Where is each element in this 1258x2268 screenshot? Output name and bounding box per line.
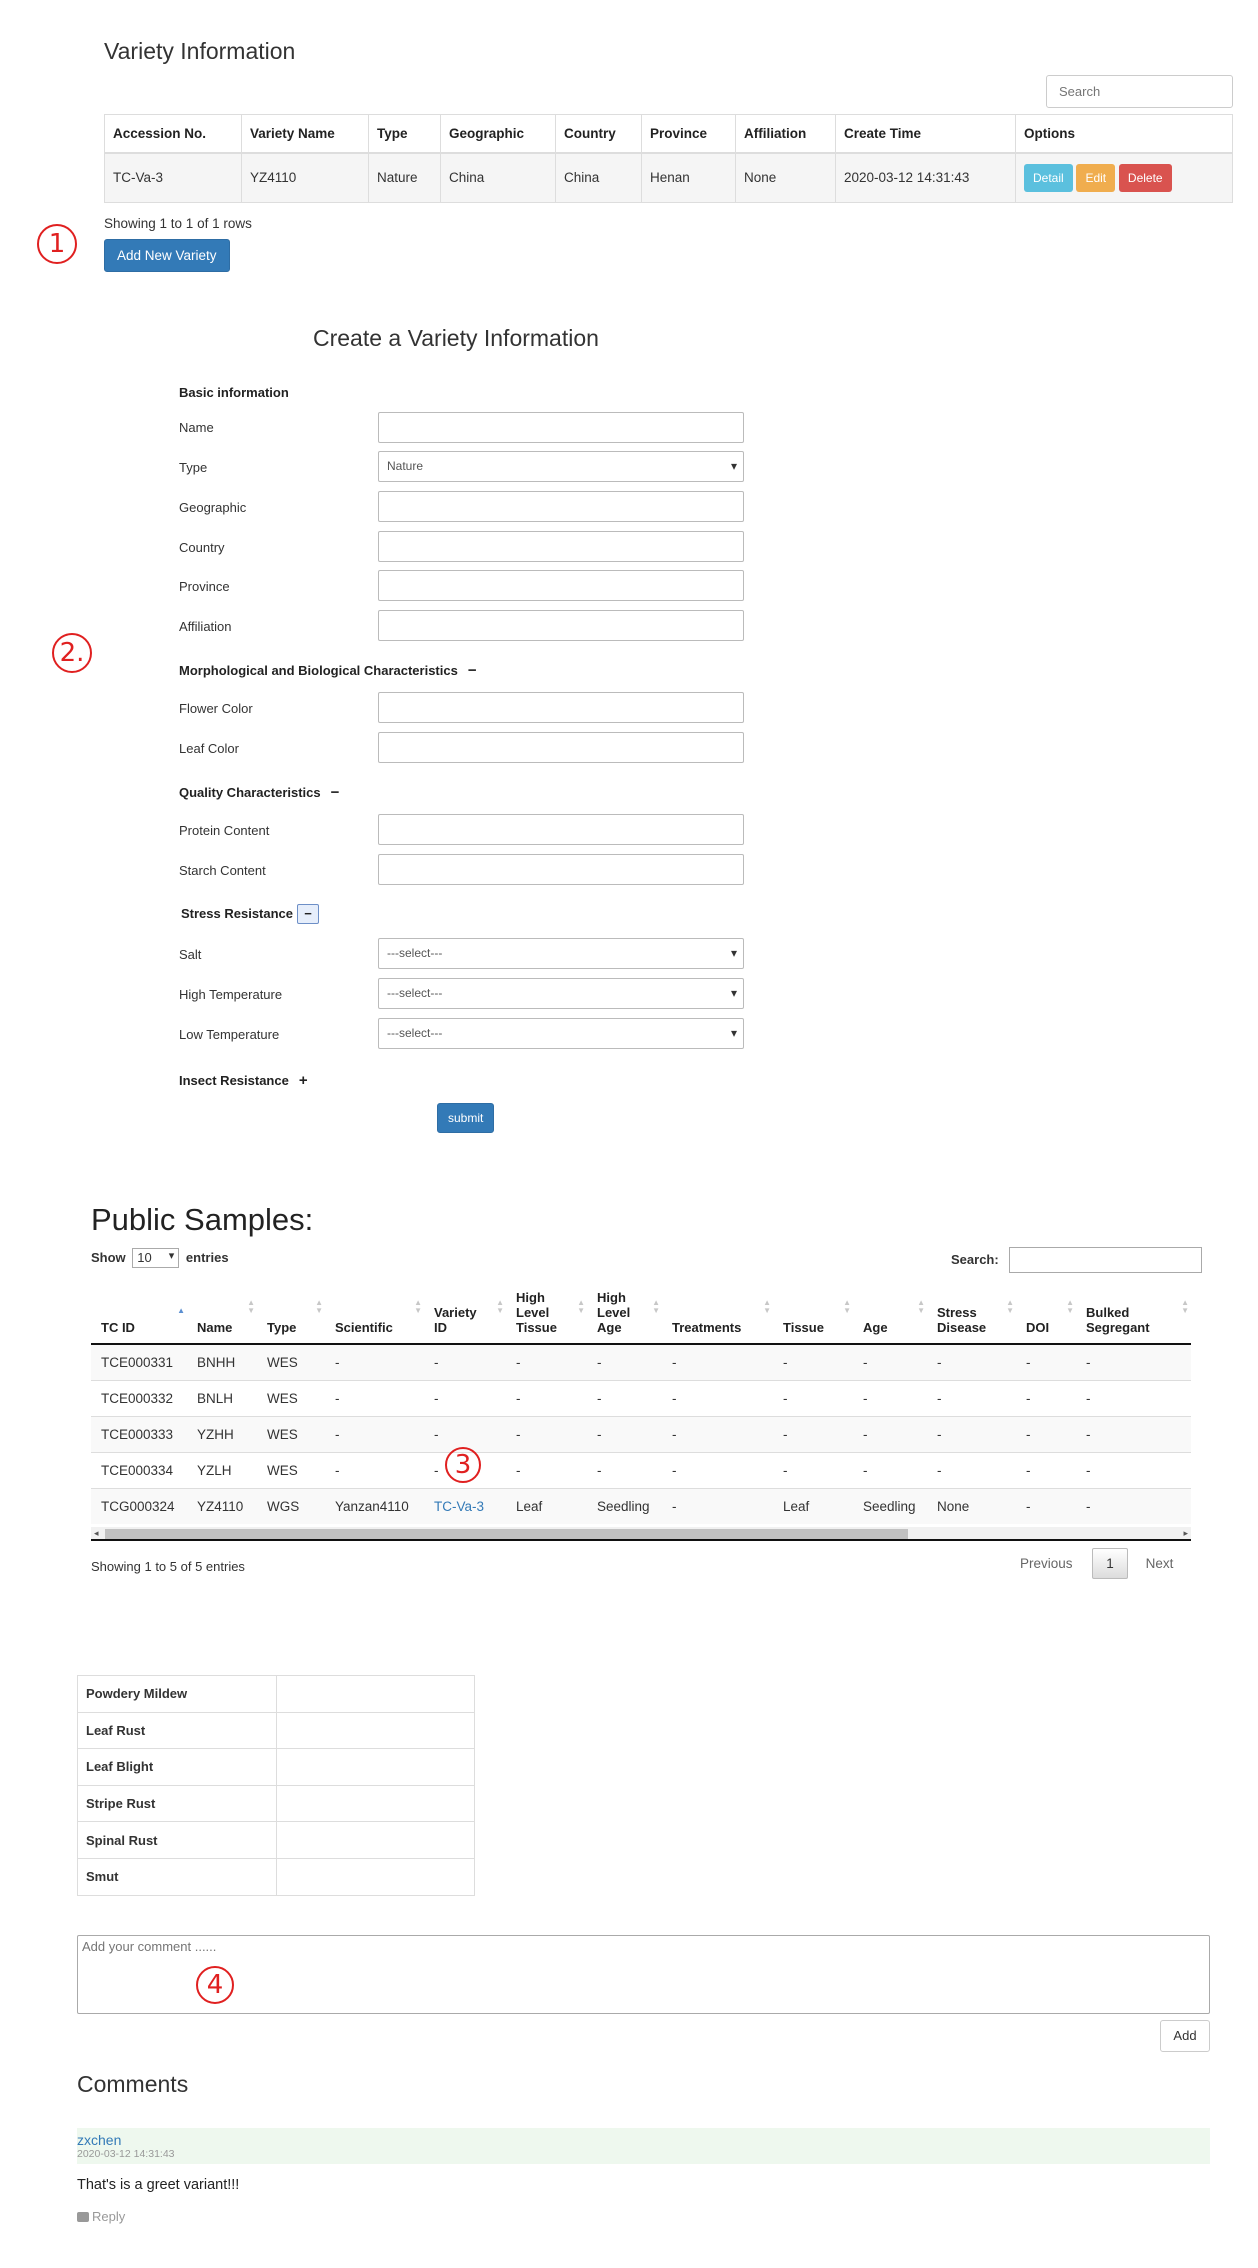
reply-label: Reply	[92, 2209, 126, 2224]
table-cell	[587, 1452, 662, 1488]
table-cell	[853, 1344, 927, 1380]
table-cell	[1016, 1344, 1076, 1380]
disease-value	[277, 1858, 475, 1895]
cell-value: -	[672, 1462, 677, 1478]
cell-value: -	[783, 1390, 788, 1406]
table-cell	[257, 1488, 325, 1524]
annotation-marker-1: 1	[37, 224, 77, 264]
protein-label: Protein Content	[179, 823, 270, 838]
disease-row	[78, 1858, 475, 1895]
annotation-marker-4: 4	[196, 1966, 234, 2004]
annotation-marker-2: 2.	[52, 633, 92, 673]
disease-row	[78, 1712, 475, 1749]
collapse-morph-icon[interactable]: −	[467, 662, 477, 679]
cell-value: TCE000332	[101, 1390, 174, 1406]
cell-value: -	[863, 1354, 868, 1370]
col-variety-name[interactable]: Variety Name	[242, 115, 369, 153]
table-cell	[325, 1380, 424, 1416]
samples-horizontal-scrollbar[interactable]	[91, 1527, 1191, 1541]
col-doi[interactable]	[1016, 1260, 1076, 1344]
form-title: Create a Variety Information	[313, 325, 599, 351]
cell-value: Seedling	[863, 1498, 916, 1514]
samples-search-label: Search:	[951, 1252, 999, 1267]
sort-icon: ▲ ▼	[763, 1298, 771, 1315]
expand-insect-icon[interactable]: +	[298, 1072, 308, 1089]
cell-value: -	[863, 1390, 868, 1406]
samples-table-header	[91, 1260, 1191, 1344]
disease-value	[277, 1712, 475, 1749]
table-cell	[257, 1344, 325, 1380]
salt-label: Salt	[179, 947, 202, 962]
cell-value: -	[434, 1462, 439, 1478]
col-tissue[interactable]	[773, 1260, 853, 1344]
cell-province: Henan	[642, 153, 736, 203]
geographic-label: Geographic	[179, 500, 247, 515]
cell-value: Yanzan4110	[335, 1498, 409, 1514]
scroll-left-icon[interactable]: ◂	[94, 1528, 99, 1538]
high-temp-label: High Temperature	[179, 987, 283, 1002]
col-bulked-segregant-label: Bulked Segregant	[1086, 1305, 1150, 1335]
cell-value: Leaf	[783, 1498, 810, 1514]
cell-value: -	[597, 1426, 602, 1442]
col-geographic[interactable]: Geographic	[441, 115, 556, 153]
cell-value: -	[434, 1390, 439, 1406]
table-cell	[662, 1452, 773, 1488]
table-cell	[853, 1452, 927, 1488]
cell-create-time: 2020-03-12 14:31:43	[836, 153, 1016, 203]
cell-value: -	[335, 1354, 340, 1370]
table-cell	[187, 1452, 257, 1488]
stress-heading	[181, 904, 319, 924]
table-cell	[325, 1416, 424, 1452]
type-select[interactable]: Nature ▾	[378, 451, 744, 482]
flower-color-input[interactable]	[378, 692, 744, 723]
col-hl-age-label: High Level Age	[597, 1290, 631, 1335]
table-cell	[1016, 1380, 1076, 1416]
cell-value: -	[672, 1390, 677, 1406]
flower-color-label: Flower Color	[179, 701, 253, 716]
cell-value: -	[783, 1462, 788, 1478]
sort-icon: ▲ ▼	[247, 1298, 255, 1315]
table-row	[91, 1380, 1191, 1416]
page-1-button[interactable]: 1	[1092, 1548, 1128, 1579]
table-cell	[927, 1488, 1016, 1524]
comment-header	[77, 2128, 1210, 2164]
cell-value: -	[597, 1354, 602, 1370]
table-cell	[424, 1488, 506, 1524]
disease-row	[78, 1822, 475, 1859]
cell-value: -	[1026, 1390, 1031, 1406]
name-label: Name	[179, 420, 214, 435]
variety-table	[104, 114, 1233, 203]
detail-button[interactable]: Detail	[1024, 164, 1073, 192]
affiliation-input[interactable]	[378, 610, 744, 641]
submit-button[interactable]: submit	[437, 1103, 494, 1133]
table-cell	[91, 1380, 187, 1416]
cell-value: -	[937, 1462, 942, 1478]
cell-value: Leaf	[516, 1498, 543, 1514]
disease-value	[277, 1785, 475, 1822]
table-cell	[1076, 1344, 1191, 1380]
cell-value: -	[516, 1354, 521, 1370]
cell-affiliation: None	[736, 153, 836, 203]
reply-link[interactable]	[77, 2209, 125, 2224]
table-cell	[257, 1416, 325, 1452]
table-cell	[853, 1380, 927, 1416]
disease-value	[277, 1822, 475, 1859]
show-label: Show	[91, 1250, 126, 1265]
cell-options	[1016, 153, 1233, 203]
table-cell	[773, 1488, 853, 1524]
protein-input[interactable]	[378, 814, 744, 845]
table-cell	[187, 1344, 257, 1380]
cell-value: -	[783, 1354, 788, 1370]
col-tc-id[interactable]	[91, 1260, 187, 1344]
affiliation-label: Affiliation	[179, 619, 232, 634]
province-input[interactable]	[378, 570, 744, 601]
edit-button[interactable]: Edit	[1076, 164, 1115, 192]
cell-value: -	[937, 1354, 942, 1370]
insect-heading	[179, 1072, 308, 1089]
cell-value: YZLH	[197, 1462, 232, 1478]
table-cell	[853, 1416, 927, 1452]
col-create-time[interactable]: Create Time	[836, 115, 1016, 153]
cell-value: -	[672, 1354, 677, 1370]
collapse-quality-icon[interactable]: −	[330, 784, 340, 801]
samples-showing-text: Showing 1 to 5 of 5 entries	[91, 1559, 245, 1574]
cell-value: WES	[267, 1390, 298, 1406]
scrollbar-thumb[interactable]	[105, 1529, 908, 1539]
col-scientific[interactable]	[325, 1260, 424, 1344]
table-cell	[853, 1488, 927, 1524]
cell-value: -	[1086, 1354, 1091, 1370]
table-cell	[257, 1380, 325, 1416]
geographic-input[interactable]	[378, 491, 744, 522]
annotation-marker-3: 3	[445, 1447, 481, 1483]
col-country[interactable]: Country	[556, 115, 642, 153]
disease-row	[78, 1676, 475, 1713]
col-type[interactable]: Type	[369, 115, 441, 153]
insect-heading-text: Insect Resistance	[179, 1073, 289, 1088]
table-cell	[1016, 1452, 1076, 1488]
quality-heading-text: Quality Characteristics	[179, 785, 321, 800]
col-doi-label: DOI	[1026, 1320, 1050, 1335]
sort-icon: ▲ ▼	[414, 1298, 422, 1315]
cell-value: -	[672, 1498, 677, 1514]
col-hl-age[interactable]	[587, 1260, 662, 1344]
cell-value: -	[937, 1426, 942, 1442]
table-cell	[662, 1416, 773, 1452]
cell-value: -	[434, 1354, 439, 1370]
disease-name: Leaf Rust	[78, 1712, 277, 1749]
table-row	[91, 1416, 1191, 1452]
cell-value: -	[1086, 1390, 1091, 1406]
disease-table	[77, 1675, 475, 1896]
col-province[interactable]: Province	[642, 115, 736, 153]
leaf-color-label: Leaf Color	[179, 741, 239, 756]
entries-select-value: 10	[137, 1250, 152, 1265]
table-cell	[506, 1380, 587, 1416]
sort-icon: ▲ ▼	[843, 1298, 851, 1315]
public-samples-title: Public Samples:	[91, 1202, 314, 1237]
col-treatments[interactable]	[662, 1260, 773, 1344]
col-variety-id[interactable]	[424, 1260, 506, 1344]
table-cell	[1076, 1380, 1191, 1416]
scroll-right-icon[interactable]: ▸	[1183, 1528, 1188, 1538]
table-row	[91, 1344, 1191, 1380]
table-cell	[773, 1416, 853, 1452]
col-accession[interactable]: Accession No.	[105, 115, 242, 153]
cell-value: -	[1026, 1462, 1031, 1478]
entries-label: entries	[185, 1250, 229, 1265]
disease-name: Stripe Rust	[78, 1785, 277, 1822]
disease-name: Leaf Blight	[78, 1749, 277, 1786]
sort-icon: ▲ ▼	[315, 1298, 323, 1315]
cell-type: Nature	[369, 153, 441, 203]
sort-icon: ▲ ▼	[652, 1298, 660, 1315]
table-cell	[927, 1452, 1016, 1488]
cell-value: -	[1026, 1354, 1031, 1370]
cell-accession: TC-Va-3	[105, 153, 242, 203]
variety-showing-text: Showing 1 to 1 of 1 rows	[104, 216, 252, 231]
table-cell	[506, 1452, 587, 1488]
cell-value: BNLH	[197, 1390, 234, 1406]
cell-value: -	[1026, 1498, 1031, 1514]
cell-value: -	[516, 1390, 521, 1406]
table-cell	[773, 1344, 853, 1380]
previous-button[interactable]: Previous	[1020, 1556, 1073, 1571]
low-temp-label: Low Temperature	[179, 1027, 280, 1042]
table-cell	[91, 1452, 187, 1488]
samples-table	[91, 1260, 1191, 1524]
table-cell	[587, 1380, 662, 1416]
cell-value: TCG000324	[101, 1498, 175, 1514]
cell-value: TCE000334	[101, 1462, 174, 1478]
cell-value: None	[937, 1498, 970, 1514]
cell-value: -	[1026, 1426, 1031, 1442]
table-row	[105, 153, 1233, 203]
table-cell	[187, 1416, 257, 1452]
country-label: Country	[179, 540, 225, 555]
table-cell	[662, 1380, 773, 1416]
table-cell	[325, 1344, 424, 1380]
add-new-variety-button[interactable]: Add New Variety	[104, 239, 230, 272]
table-cell	[325, 1452, 424, 1488]
col-age-label: Age	[863, 1320, 888, 1335]
table-cell	[662, 1344, 773, 1380]
table-cell	[587, 1488, 662, 1524]
disease-name: Smut	[78, 1858, 277, 1895]
quality-heading	[179, 784, 339, 801]
cell-value: -	[335, 1390, 340, 1406]
cell-value: -	[335, 1426, 340, 1442]
morph-heading-text: Morphological and Biological Characteristics	[179, 663, 458, 678]
table-cell	[1076, 1452, 1191, 1488]
table-cell	[587, 1344, 662, 1380]
cell-value: -	[1086, 1426, 1091, 1442]
table-cell	[927, 1344, 1016, 1380]
table-cell	[587, 1416, 662, 1452]
table-cell	[506, 1488, 587, 1524]
chevron-down-icon: ▾	[168, 1250, 175, 1262]
cell-value: YZ4110	[197, 1498, 244, 1514]
starch-label: Starch Content	[179, 863, 266, 878]
variety-id-link[interactable]: TC-Va-3	[434, 1498, 485, 1514]
cell-value: TCE000331	[101, 1354, 174, 1370]
sort-icon: ▲ ▼	[1181, 1298, 1189, 1315]
comment-timestamp: 2020-03-12 14:31:43	[77, 2148, 175, 2160]
disease-value	[277, 1676, 475, 1713]
table-cell	[424, 1344, 506, 1380]
col-treatments-label: Treatments	[672, 1320, 742, 1335]
table-cell	[927, 1380, 1016, 1416]
add-comment-button[interactable]: Add	[1160, 2020, 1210, 2052]
low-temp-select[interactable]: ---select--- ▾	[378, 1018, 744, 1049]
table-row	[91, 1452, 1191, 1488]
variety-title: Variety Information	[104, 38, 296, 64]
table-cell	[257, 1452, 325, 1488]
cell-value: -	[1086, 1462, 1091, 1478]
cell-value: -	[1086, 1498, 1091, 1514]
cell-value: -	[335, 1462, 340, 1478]
col-type[interactable]	[257, 1260, 325, 1344]
col-options: Options	[1016, 115, 1233, 153]
comment-user-link[interactable]: zxchen	[77, 2132, 122, 2148]
disease-row	[78, 1785, 475, 1822]
cell-value: -	[516, 1462, 521, 1478]
table-cell	[773, 1452, 853, 1488]
col-name[interactable]	[187, 1260, 257, 1344]
cell-value: -	[863, 1462, 868, 1478]
leaf-color-input[interactable]	[378, 732, 744, 763]
disease-name: Powdery Mildew	[78, 1676, 277, 1713]
col-stress-disease[interactable]	[927, 1260, 1016, 1344]
collapse-stress-icon[interactable]: −	[297, 904, 319, 924]
cell-value: -	[863, 1426, 868, 1442]
variety-search-input[interactable]	[1046, 75, 1233, 108]
delete-button[interactable]: Delete	[1119, 164, 1172, 192]
next-button[interactable]: Next	[1145, 1556, 1174, 1571]
table-cell	[187, 1488, 257, 1524]
cell-value: TCE000333	[101, 1426, 174, 1442]
comment-text: That's is a greet variant!!!	[77, 2177, 240, 2193]
sort-icon: ▲ ▼	[1066, 1298, 1074, 1315]
col-tissue-label: Tissue	[783, 1320, 824, 1335]
col-hl-tissue[interactable]	[506, 1260, 587, 1344]
name-input[interactable]	[378, 412, 744, 443]
cell-value: -	[672, 1426, 677, 1442]
col-type-label: Type	[267, 1320, 297, 1335]
salt-select[interactable]: ---select--- ▾	[378, 938, 744, 969]
table-cell	[506, 1416, 587, 1452]
col-hl-tissue-label: High Level Tissue	[516, 1290, 557, 1335]
table-cell	[662, 1488, 773, 1524]
cell-value: -	[516, 1426, 521, 1442]
type-label: Type	[179, 460, 208, 475]
table-cell	[187, 1380, 257, 1416]
table-cell	[91, 1344, 187, 1380]
table-cell	[91, 1488, 187, 1524]
table-row	[91, 1488, 1191, 1524]
col-age[interactable]	[853, 1260, 927, 1344]
disease-value	[277, 1749, 475, 1786]
disease-row	[78, 1749, 475, 1786]
cell-value: WES	[267, 1426, 298, 1442]
morph-heading	[179, 662, 477, 679]
cell-value: -	[937, 1390, 942, 1406]
table-cell	[424, 1380, 506, 1416]
cell-value: -	[434, 1426, 439, 1442]
col-stress-disease-label: Stress Disease	[937, 1305, 987, 1335]
col-name-label: Name	[197, 1320, 233, 1335]
sort-asc-icon: ▲	[177, 1306, 185, 1315]
pagination	[1010, 1548, 1181, 1579]
speech-bubble-icon	[77, 2212, 89, 2222]
cell-value: BNHH	[197, 1354, 236, 1370]
cell-value: WES	[267, 1462, 298, 1478]
cell-variety-name: YZ4110	[242, 153, 369, 203]
cell-value: -	[597, 1390, 602, 1406]
table-cell	[325, 1488, 424, 1524]
table-cell	[1016, 1488, 1076, 1524]
stress-heading-text: Stress Resistance	[181, 906, 294, 921]
table-cell	[1076, 1488, 1191, 1524]
comment-textarea[interactable]	[77, 1935, 1210, 2014]
cell-value: -	[597, 1462, 602, 1478]
basic-info-heading: Basic information	[179, 385, 289, 400]
cell-value: YZHH	[197, 1426, 234, 1442]
table-cell	[91, 1416, 187, 1452]
variety-table-header	[105, 115, 1233, 153]
disease-name: Spinal Rust	[78, 1822, 277, 1859]
cell-country: China	[556, 153, 642, 203]
table-cell	[506, 1344, 587, 1380]
table-cell	[927, 1416, 1016, 1452]
table-cell	[1016, 1416, 1076, 1452]
cell-value: WGS	[267, 1498, 300, 1514]
sort-icon: ▲ ▼	[577, 1298, 585, 1315]
sort-icon: ▲ ▼	[496, 1298, 504, 1315]
province-label: Province	[179, 579, 230, 594]
cell-value: -	[783, 1426, 788, 1442]
cell-geographic: China	[441, 153, 556, 203]
sort-icon: ▲ ▼	[1006, 1298, 1014, 1315]
country-input[interactable]	[378, 531, 744, 562]
high-temp-select[interactable]: ---select--- ▾	[378, 978, 744, 1009]
col-scientific-label: Scientific	[335, 1320, 393, 1335]
col-affiliation[interactable]: Affiliation	[736, 115, 836, 153]
table-cell	[773, 1380, 853, 1416]
comments-heading: Comments	[77, 2071, 189, 2097]
col-bulked-segregant[interactable]	[1076, 1260, 1191, 1344]
starch-input[interactable]	[378, 854, 744, 885]
table-cell	[1076, 1416, 1191, 1452]
cell-value: WES	[267, 1354, 298, 1370]
col-tc-id-label: TC ID	[101, 1320, 135, 1335]
sort-icon: ▲ ▼	[917, 1298, 925, 1315]
cell-value: Seedling	[597, 1498, 650, 1514]
col-variety-id-label: Variety ID	[434, 1305, 477, 1335]
